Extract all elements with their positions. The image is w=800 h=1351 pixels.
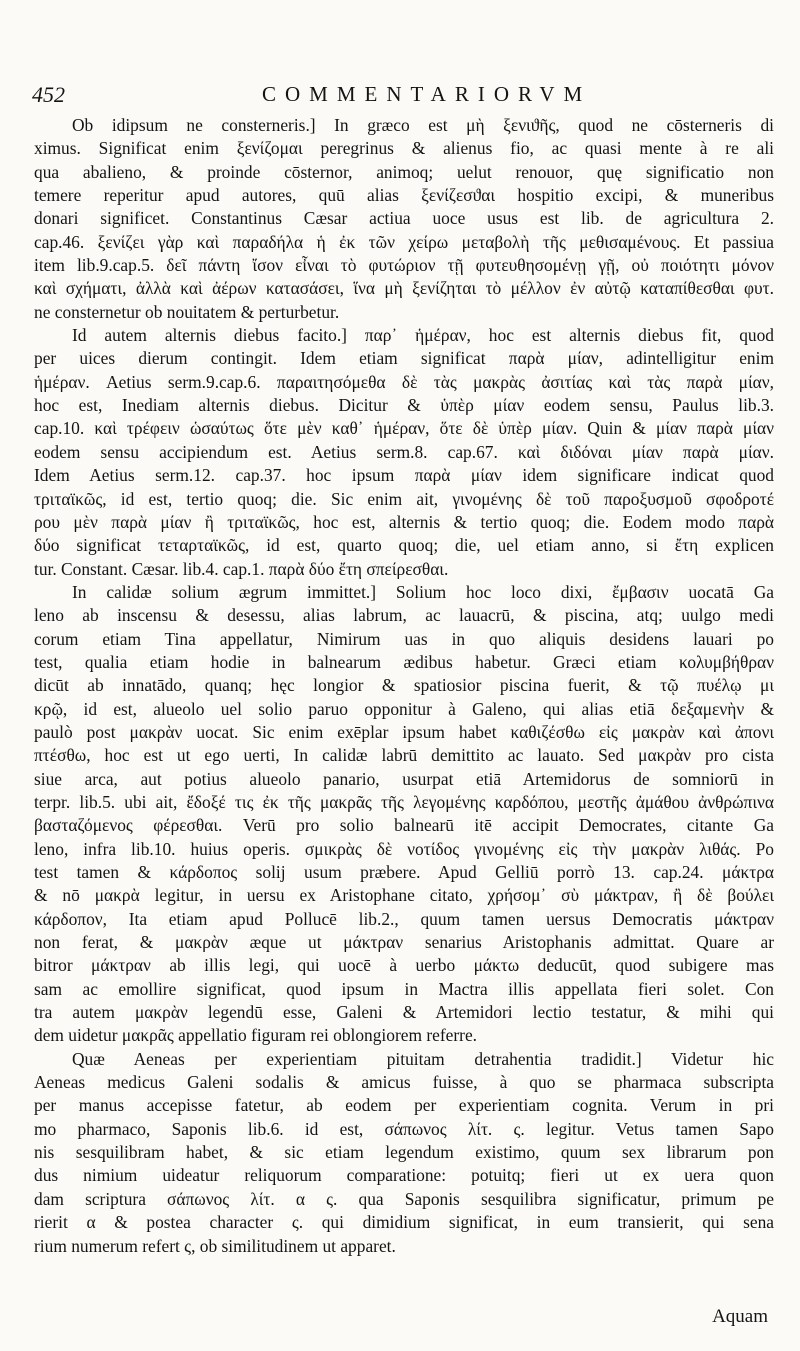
text-line: πτέσθω, hoc est ut ego uerti, In calidæ labrū demittito ac lauato. Sed μακρὰν pro cista (34, 745, 774, 766)
text-line: test, qualia etiam hodie in balnearum ædibus habetur. Græci etiam κολυμβήθραν (34, 651, 774, 672)
text-line: δύο significat τεταρταϊκῶς, id est, quarto quoq; die, uel etiam anno, si ἔτη explicen (34, 535, 774, 556)
text-line: paulò post μακρὰν uocat. Sic enim exēplar ipsum habet καθιζέσθω εἰς μακρὰν καὶ ἀπονι (34, 721, 774, 742)
text-line: eodem sensu accipiendum est. Aetius serm.8. cap.67. καὶ διδόναι μίαν παρὰ μίαν. (34, 441, 774, 462)
text-line: In calidæ solium ægrum immittet.] Solium hoc loco dixi, ἔμβασιν uocatā Ga (72, 581, 774, 602)
text-line: Aeneas medicus Galeni sodalis & amicus fuisse, à quo se pharmaca subscripta (34, 1072, 774, 1093)
text-line: leno ab inscensu & desessu, alias labrum, ac lauacrū, & piscina, atq; uulgo medi (34, 605, 774, 626)
running-head-title: COMMENTARIORVM (262, 82, 592, 106)
text-line: dem uidetur μακρᾶς appellatio figuram rei oblongiorem referre. (34, 1025, 478, 1046)
text-line: item lib.9.cap.5. δεῖ πάντη ἴσον εἶναι τὸ φυτώριον τῇ φυτευθησομένῃ γῇ, οὐ ποιότητι μόνον (34, 255, 774, 276)
text-line: mo pharmaco, Saponis lib.6. id est, σάπωνος λίτ. ς. legitur. Vetus tamen Sapo (34, 1118, 774, 1139)
text-line: per uices dierum contingit. Idem etiam significat παρὰ μίαν, adintelligitur enim (34, 348, 774, 369)
text-line: ne consternetur ob nouitatem & perturbetur. (34, 301, 340, 322)
text-line: sam ac emollire significat, quod ipsum in Mactra illis appellata fieri solet. Con (34, 978, 774, 999)
text-line: Quæ Aeneas per experientiam pituitam detrahentia tradidit.] Videtur hic (72, 1048, 774, 1069)
text-line: nis sesquilibram habet, & sic etiam legendum existimo, quum sex librarum pon (34, 1142, 774, 1163)
running-head (32, 82, 772, 108)
text-line: & nō μακρὰ legitur, in uersu ex Aristophane citato, χρήσομ᾽ σὺ μάκτραν, ἢ δὲ βούλει (34, 885, 774, 906)
text-line: dus nimium uideatur reliquorum comparatione: potuitq; fieri ut ex uera quon (34, 1165, 774, 1186)
text-line: ximus. Significat enim ξενίζομαι peregrinus & alienus fio, ac quasi mente à re ali (34, 138, 774, 159)
text-line: Idem Aetius serm.12. cap.37. hoc ipsum παρὰ μίαν idem significare indicat quod (34, 465, 774, 486)
text-line: Id autem alternis diebus facito.] παρ᾽ ἡμέραν, hoc est alternis diebus fit, quod (72, 325, 774, 346)
text-line: bitror μάκτραν ab illis legi, qui uocē à uerbo μάκτω deducūt, quod subigere mas (34, 955, 774, 976)
text-line: κάρδοπον, Ita etiam apud Pollucē lib.2., quum tamen uersus Democratis μάκτραν (34, 908, 774, 929)
text-line: ἡμέραν. Aetius serm.9.cap.6. παραιτησόμεθα δὲ τὰς μακρὰς ἀσιτίας καὶ τὰς παρὰ μίαν, (34, 371, 774, 392)
text-line: dam scriptura σάπωνος λίτ. α ς. qua Saponis sesquilibra significatur, primum pe (34, 1188, 774, 1209)
text-line: καὶ σχήματι, ἀλλὰ καὶ ἀέρων κατασάσει, ἵνα μὴ ξενίζηται τὸ μέλλον ἐν αὐτῷ καταπίθεσθαι φυτ. (34, 278, 774, 299)
text-line: cap.10. καὶ τρέφειν ὡσαύτως ὅτε μὲν καθ᾽ ἡμέραν, ὅτε δὲ ὑπὲρ μίαν. Quin & μίαν παρὰ μίαν (34, 418, 774, 439)
text-line: ρου μὲν παρὰ μίαν ἢ τριταϊκῶς, hoc est, alternis & tertio quoq; die. Eodem modo παρὰ (34, 511, 774, 532)
text-line: tra autem μακρὰν legendū esse, Galeni & Artemidori lectio testatur, & mihi qui (34, 1002, 774, 1023)
text-line: dicūt ab innatādo, quanq; hęc longior & spatiosior piscina fuerit, & τῷ πυέλῳ μι (34, 675, 774, 696)
text-line: leno, infra lib.10. huius operis. σμικρὰς δὲ νοτίδος γινομένης εἰς τὴν μακρὰν λιθάς. Po (34, 838, 774, 859)
catchword: Aquam (712, 1306, 768, 1327)
text-line: temere reperitur apud autores, quū alias ξενίζεσϑαι hospitio excipi, & muneribus (34, 185, 774, 206)
text-line: qua abalieno, & proinde cōsternor, animoq; uelut renouor, quę significatio non (34, 161, 774, 182)
text-line: κρῷ, id est, alueolo uel solio paruo opponitur à Galeno, qui alias etiā δεξαμενὴν & (34, 698, 774, 719)
text-line: terpr. lib.5. ubi ait, ἔδοξέ τις ἐκ τῆς μακρᾶς τῆς λεγομένης καρδόπου, μεστῆς ἀμάθου ἀνθρώπινα (34, 791, 774, 812)
text-line: siue arca, aut potius alueolo panario, usurpat etiā Artemidorus de somniorū in (34, 768, 774, 789)
text-line: tur. Constant. Cæsar. lib.4. cap.1. παρὰ δύο ἔτη σπείρεσθαι. (34, 558, 449, 579)
text-line: βασταζόμενος φέρεσθαι. Verū pro solio balnearū itē accipit Democrates, citante Ga (34, 815, 774, 836)
text-line: Ob idipsum ne consterneris.] In græco est μὴ ξενιϑῆς, quod ne cōsterneris di (72, 115, 774, 135)
text-line: rium numerum refert ς, ob similitudinem ut apparet. (34, 1235, 396, 1256)
text-line: rierit α & postea character ς. qui dimidium significat, in eum transierit, qui sena (34, 1212, 774, 1233)
text-line: hoc est, Inediam alternis diebus. Dicitur & ὑπὲρ μίαν eodem sensu, Paulus lib.3. (34, 395, 774, 416)
page-number: 452 (32, 82, 65, 107)
text-line: test tamen & κάρδοπος solij usum præbere. Apud Gelliū porrò 13. cap.24. μάκτρα (34, 862, 774, 882)
text-line: non ferat, & μακρὰν æque ut μάκτραν senarius Aristophanis admittat. Quare ar (34, 932, 774, 953)
text-line: cap.46. ξενίζει γὰρ καὶ παραδήλα ἡ ἐκ τῶν χείρω μεταβολὴ τῆς μεθισαμένους. Et passiua (34, 231, 774, 252)
text-line: per manus accepisse fatetur, ab eodem per experientiam cognita. Verum in pri (34, 1095, 774, 1116)
text-line: donari significet. Constantinus Cæsar actiua uoce usus est lib. de agricultura 2. (34, 208, 774, 229)
text-line: corum etiam Tina appellatur, Nimirum uas in quo aliquis desidens lauari po (34, 628, 774, 649)
text-line: τριταϊκῶς, id est, tertio quoq; die. Sic enim ait, γινομένης δὲ τοῦ παροξυσμοῦ σφοδροτέ (34, 488, 774, 509)
commentary-text (34, 114, 774, 1258)
